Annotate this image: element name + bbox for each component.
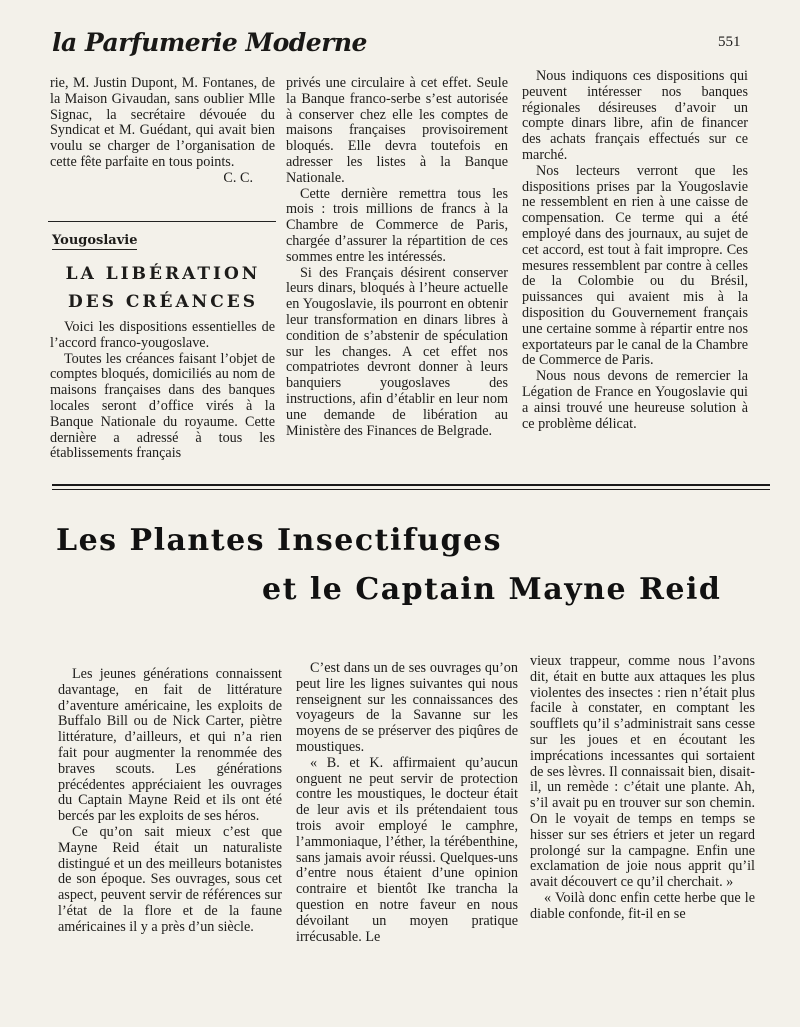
article-col1-paragraph: Les jeunes générations connaissent davantage, en fait de littérature d’aventure américaine, les exploits de Buffalo Bill ou de Nick Carter, piètre littérature, d’ailleurs, et qui n’a rien fait pour augmenter la renommée des braves scouts. Les générations précédentes appréciaient les ouvrages du Captain Mayne Reid et ils ont été bercés par les exploits de ses héros.: [58, 666, 282, 825]
section-col3-paragraph: Nos lecteurs verront que les dispositions prises par la Yougoslavie ne ressemblent en rien à une caisse de compensation. Ce terme qui a été employé dans des journaux, au sujet de cet accord, est tout à fait impropre. Ces mesures ressemblent par contre à celles de la Colombie ou du Brésil, puissances qui avaient mis à la disposition du Gouvernement français une certaine somme à répartir entre nos exportateurs par le canal de la Chambre de Commerce de Paris.: [522, 162, 748, 369]
section-title-line-2: DES CRÉANCES: [67, 292, 258, 312]
article-column-3: [530, 654, 755, 923]
section-label: Yougoslavie: [52, 233, 138, 248]
section-col3-paragraph: Nous indiquons ces dispositions qui peuvent intéresser nos banques régionales désireuses d’avoir un compte dinars libre, afin de financer des achats français effectués sur ce marché.: [522, 68, 748, 163]
article-title-line-2: et le Captain Mayne Reid: [262, 572, 722, 607]
section-col2-paragraph: privés une circulaire à cet effet. Seule la Banque franco-serbe s’est autorisée à conserver chez elle les comptes de maisons françaises provisoirement bloqués. Elle devra toutefois en adresser les listes à la Banque Nationale.: [286, 75, 508, 186]
section-col1-paragraph: Voici les dispositions essentielles de l’accord franco-yougoslave.: [50, 319, 275, 351]
intro-paragraph: rie, M. Justin Dupont, M. Fontanes, de la Maison Givaudan, sans oublier Mlle Signac, la secrétaire dévouée du Syndicat et M. Guédant, qui avait bien voulu se charger de l’organisation de cette fête parfaite en tous points.: [50, 75, 275, 170]
section-title-line-1: LA LIBÉRATION: [65, 264, 261, 284]
page-number: 551: [718, 34, 741, 50]
masthead-title: la Parfumerie Moderne: [52, 28, 367, 57]
section-column-2: [286, 76, 508, 439]
section-rule: [48, 221, 276, 222]
author-signature: C. C.: [223, 169, 253, 186]
article-col1-paragraph: Ce qu’on sait mieux c’est que Mayne Reid était un naturaliste distingué et un des meilleurs botanistes de son époque. Ses ouvrages, sous cet aspect, peuvent servir de références sur l’état de la flore et de la faune américaines il y a près d’un siècle.: [58, 823, 282, 935]
article-column-1: [58, 667, 282, 936]
intro-column: [50, 76, 275, 187]
section-col2-paragraph: Cette dernière remettra tous les mois : trois millions de francs à la Chambre de Commerce de Paris, chargée d’assurer la répartition de ces sommes entre les intéressés.: [286, 185, 508, 265]
article-title-line-1: Les Plantes Insectifuges: [56, 523, 503, 558]
article-col2-paragraph: « B. et K. affirmaient qu’aucun onguent ne peut servir de protection contre les moustiques, le docteur était de leur avis et ils prétendaient tous trois avoir employé le camphre, l’ammoniaque, l’éther, la térébenthine, sans jamais avoir réussi. Quelques-uns d’entre nous étaient d’une opinion contraire et bientôt Ike trancha la question en notre faveur en nous dévoilant un moyen pratique irrécusable. Le: [296, 754, 518, 945]
article-col3-paragraph: vieux trappeur, comme nous l’avons dit, était en butte aux attaques les plus violentes des insectes : rien n’était plus facile à constater, en comptant les soufflets qu’il s’administrait sans cesse sur les joues et en écoutant les imprécations incessantes qui sortaient de ses lèvres. Il connaissait bien, disait-il, un remède : c’était une plante. Ah, s’il avait pu en trouver sur son chemin. On le voyait de temps en temps se hisser sur ses étriers et jeter un regard prolongé sur la campagne. Enfin une exclamation de joie nous apprit qu’il avait découvert ce qu’il cherchait. »: [530, 653, 755, 891]
article-column-2: [296, 661, 518, 945]
section-col2-paragraph: Si des Français désirent conserver leurs dinars, bloqués à l’heure actuelle en Yougoslavie, ils pourront en obtenir leur transformation en dinars libres à condition de s’abstenir de spéculation sur les changes. A cet effet nos compatriotes devront donner à leurs banquiers yougoslaves des instructions, afin d’établir en leur nom une demande de libération au Ministère des Finances de Belgrade.: [286, 264, 508, 439]
article-col2-paragraph: C’est dans un de ses ouvrages qu’on peut lire les lignes suivantes qui nous renseignent sur les connaissances des voyageurs de la Savanne sur les moyens de se préserver des piqûres de moustiques.: [296, 660, 518, 755]
section-column-3: [522, 69, 748, 432]
section-col3-paragraph: Nous nous devons de remercier la Légation de France en Yougoslavie qui a ainsi trouvé une heureuse solution à ce problème délicat.: [522, 368, 748, 432]
article-col3-paragraph: « Voilà donc enfin cette herbe que le diable confonde, fit-il en se: [530, 889, 755, 922]
section-column-1: [50, 320, 275, 462]
section-col1-paragraph: Toutes les créances faisant l’objet de comptes bloqués, domiciliés au nom de maisons françaises dans des banques locales seront d’office virés à la Banque Nationale du royaume. Cette dernière a adressé à tous les établissements français: [50, 350, 275, 462]
section-divider: [52, 484, 770, 490]
section-title: [50, 260, 276, 316]
